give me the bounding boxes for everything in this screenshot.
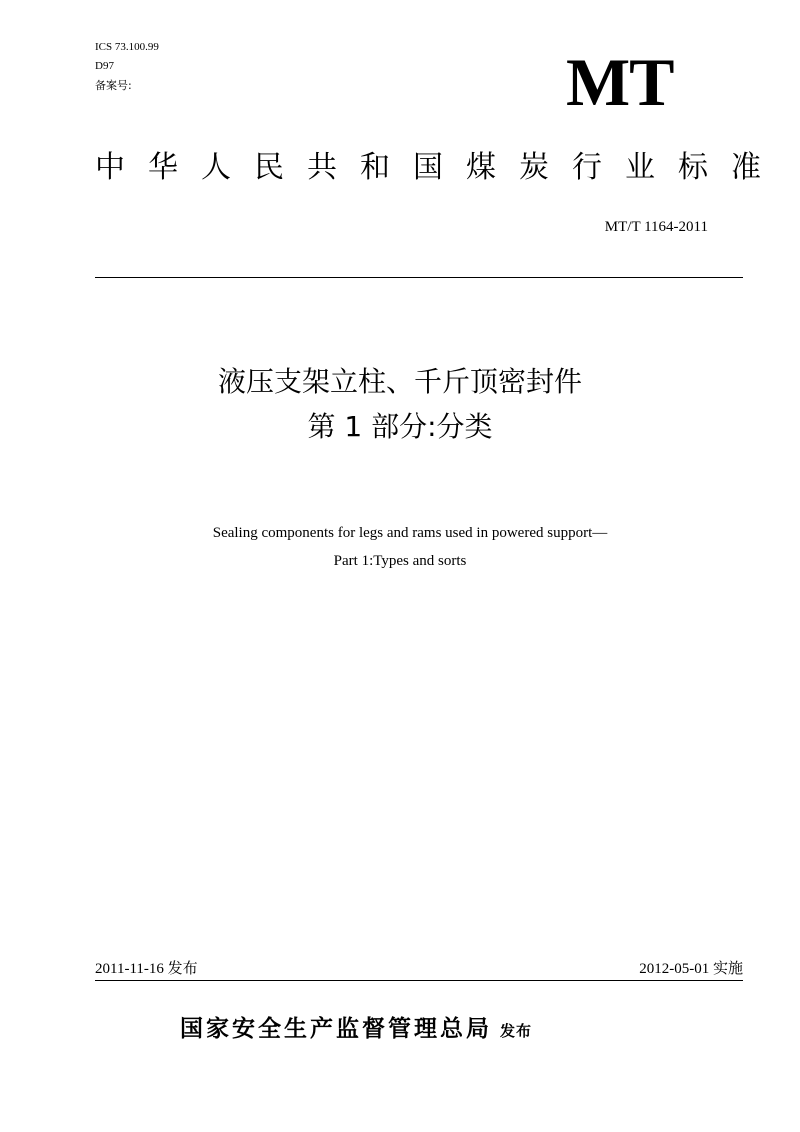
publisher-name: 国家安全生产监督管理总局 — [180, 1016, 492, 1042]
bottom-divider — [95, 980, 743, 981]
title-chinese-line-1: 液压支架立柱、千斤顶密封件 — [217, 365, 582, 398]
ics-code: ICS 73.100.99 — [95, 41, 159, 53]
classification-code: D97 — [95, 60, 114, 72]
title-chinese-line-2: 第 1 部分:分类 — [307, 410, 493, 443]
implementation-date: 2012-05-01 实施 — [639, 961, 743, 977]
publisher-suffix: 发布 — [500, 1022, 533, 1040]
filing-number-label: 备案号: — [95, 79, 132, 92]
publisher — [180, 1010, 532, 1043]
title-english-line-1: Sealing components for legs and rams used in powered support— — [212, 525, 608, 541]
mt-logo: MT — [566, 44, 674, 120]
issue-date: 2011-11-16 发布 — [95, 961, 198, 977]
title-english-line-2: Part 1:Types and sorts — [333, 553, 467, 569]
standard-number: MT/T 1164-2011 — [604, 219, 708, 235]
top-divider — [95, 277, 743, 278]
industry-standard-heading: 中华人民共和国煤炭行业标准 — [95, 150, 784, 185]
